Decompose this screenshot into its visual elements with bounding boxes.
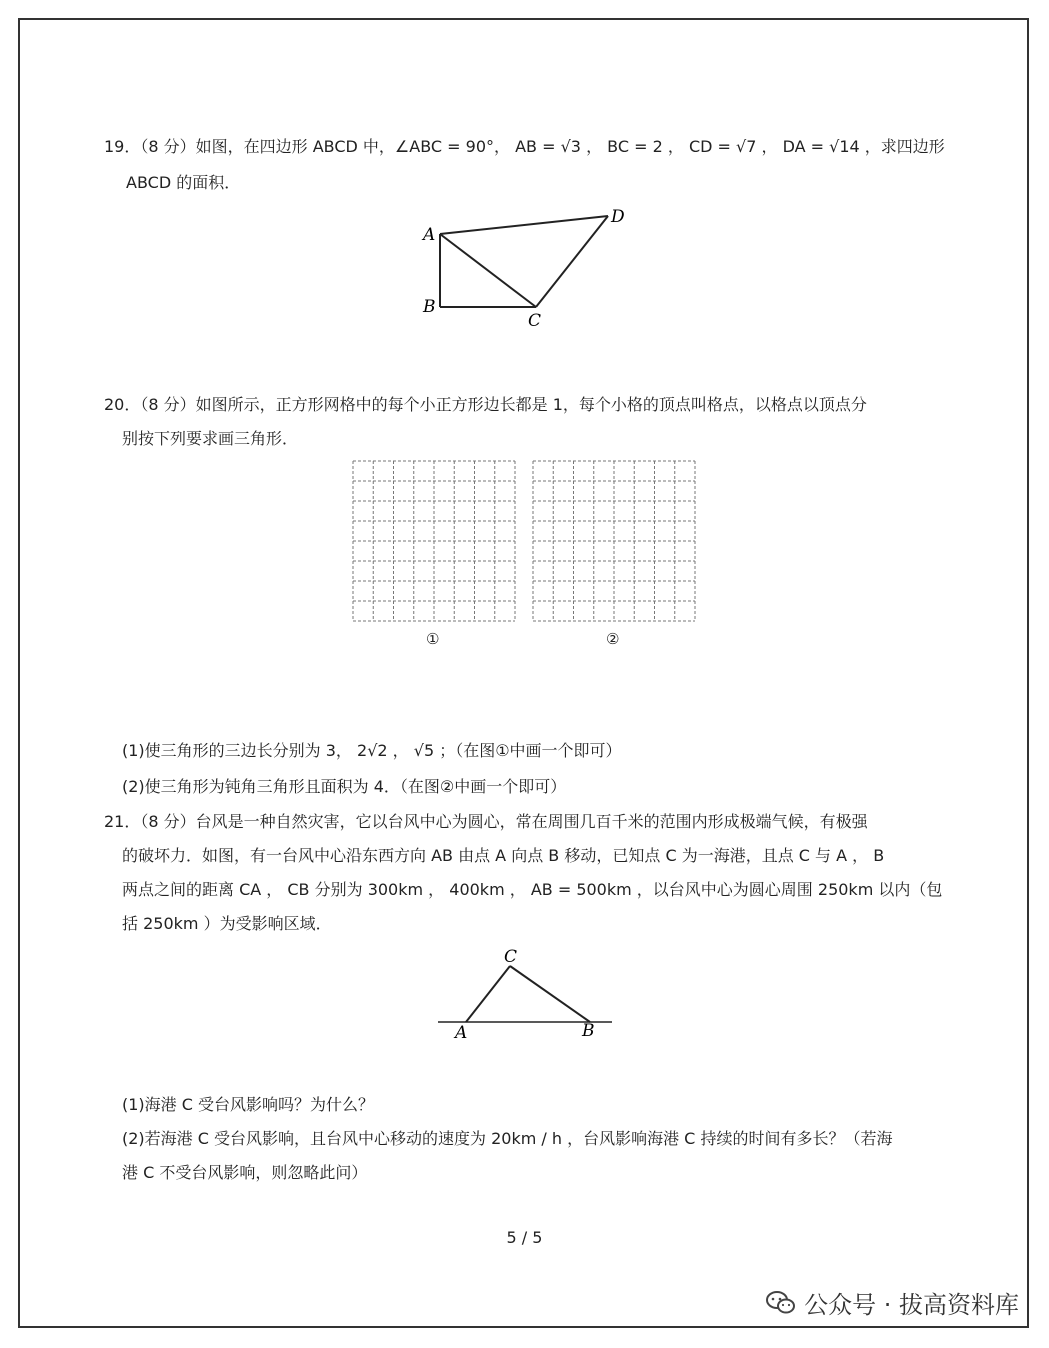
grid-1 <box>352 460 517 623</box>
q19-label-a: A <box>423 225 436 245</box>
q20-line2: 别按下列要求画三角形． <box>122 429 299 448</box>
wechat-icon <box>766 1290 796 1316</box>
q21-label-c: C <box>504 947 518 967</box>
q20-part1: (1)使三角形的三边长分别为 3， 2√2 ， √5 ；（在图①中画一个即可） <box>122 741 622 760</box>
page-number: 5 / 5 <box>506 1228 543 1247</box>
q21-triangle-figure <box>430 940 620 1045</box>
grid-2 <box>532 460 697 623</box>
q19-quadrilateral-figure <box>410 200 650 335</box>
q21-part3: 港 C 不受台风影响，则忽略此问） <box>122 1163 368 1182</box>
q20-line1: 20．（8 分）如图所示，正方形网格中的每个小正方形边长都是 1，每个小格的顶点叫格点，以格点以顶点分 <box>104 395 867 414</box>
q21-line2: 的破坏力．如图，有一台风中心沿东西方向 AB 由点 A 向点 B 移动，已知点 C 为一海港，且点 C 与 A ， B <box>122 846 885 865</box>
q21-line1: 21．（8 分）台风是一种自然灾害，它以台风中心为圆心，常在周围几百千米的范围内形成极端气候，有极强 <box>104 812 868 831</box>
q21-part2: (2)若海港 C 受台风影响，且台风中心移动的速度为 20km / h ，台风影响海港 C 持续的时间有多长？（若海 <box>122 1129 893 1148</box>
q19-label-b: B <box>423 297 436 317</box>
q21-line3: 两点之间的距离 CA ， CB 分别为 300km ， 400km ， AB = 500km ，以台风中心为圆心周围 250km 以内（包 <box>122 880 943 899</box>
q19-label-c: C <box>528 311 542 331</box>
q19-line1: 19．（8 分）如图，在四边形 ABCD 中，∠ABC = 90°， AB = √3 ， BC = 2 ， CD = √7 ， DA = √14 ，求四边形 <box>104 137 945 156</box>
watermark <box>766 1285 1019 1320</box>
q21-line4: 括 250km ）为受影响区域． <box>122 914 332 933</box>
q19-line2: ABCD 的面积． <box>126 173 241 192</box>
grid-1-label: ① <box>426 630 440 648</box>
q19-label-d: D <box>611 207 625 227</box>
q20-part2: (2)使三角形为钝角三角形且面积为 4．（在图②中画一个即可） <box>122 777 567 796</box>
q21-label-a: A <box>455 1023 468 1043</box>
grid-2-label: ② <box>606 630 620 648</box>
q21-part1: (1)海港 C 受台风影响吗？为什么？ <box>122 1095 375 1114</box>
watermark-text: 公众号 · 拔高资料库 <box>804 1291 1019 1319</box>
q21-label-b: B <box>582 1021 595 1041</box>
